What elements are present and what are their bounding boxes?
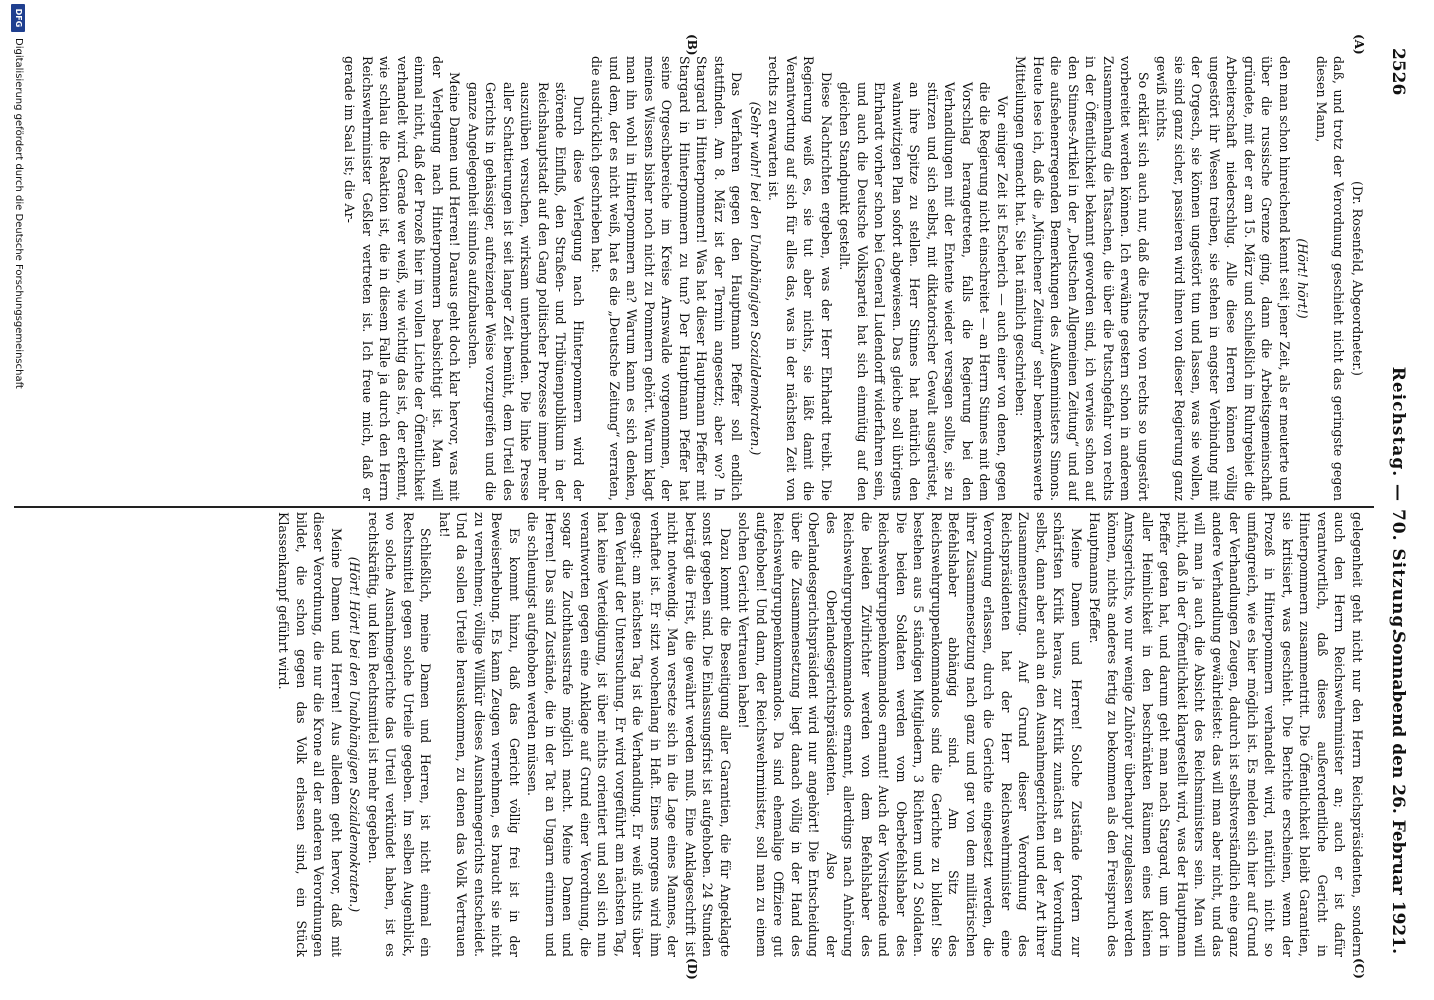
page-header: [1382, 48, 1412, 954]
left-column: [216, 56, 1366, 501]
margin-marker-d: (D): [685, 958, 699, 980]
interjection: (Sehr wahr! bei den Unabhängigen Sozialdemokraten.): [748, 101, 763, 456]
page-number: 2526: [1388, 48, 1408, 96]
interjection: (Hört! hört!): [1295, 238, 1311, 319]
paragraph: Meine Damen und Herren! Solche Zustände fordern zur schärfsten Kritik heraus, zur Kritik zunächst an der Verordnung selbst, dann aber auch an den Ausnahmegerichten und der Art ihrer Zusammensetzung. Auf Grund dieser Verordnung des Reichspräsidenten hat der Herr Reichswehrminister eine Verordnung erlassen, durch die Gerichte eingesetzt werden, die ihrer Zusammensetzung nach ganz und gar von dem militärischen Befehlshaber abhängig sind. Am Sitz des Reichswehrgruppenkommandos sind die Gerichte zu bilden! Sie bestehen aus 5 ständigen Mitgliedern, 3 Richtern und 2 Soldaten. Die beiden Soldaten werden vom Oberbefehlshaber des Reichswehrgruppenkommandos ernannt! Auch der Vorsitzende und die beiden Zivilrichter werden von dem Befehlshaber des Reichswehrgruppenkommandos ernannt, allerdings nach Anhörung des Oberlandesgerichtspräsidenten. Also der Oberlandesgerichtspräsident wird nur angehört! Die Entscheidung über die Zusammensetzung liegt danach völlig in der Hand des Reichswehrgruppenkommandos. Da sind ehemalige Offiziere gut aufgehoben! Und dann, der Reichswehrminister, soll man zu einem solchen Gericht Vertrauen haben!: [736, 512, 1084, 957]
digitization-footer: [4, 0, 30, 1000]
column-divider: [14, 506, 1374, 508]
paragraph: den man schon hinreichend kennt seit jener Zeit, als er meuterte und über die russische Grenze ging, dann die Arbeitsgemeinschaft gründete, mit der er am 15. März und schließlich im Ruhrgebiet die Arbeiterschaft niederschlug. Alle diese Herren können völlig ungestört ihr Wesen treiben, sie stehen in engster Verbindung mit der Orgesch, sie können ungestört tun und lassen, was sie wollen, sie sind ganz sicher, passieren wird ihnen von dieser Regierung ganz gewiß nichts.: [1154, 56, 1292, 501]
margin-marker-a: (A): [1352, 34, 1366, 55]
header-date: Sonnabend den 26. Februar 1921.: [1388, 631, 1408, 954]
speaker-line: (Dr. Rosenfeld, Abgeordneter.): [1350, 181, 1365, 376]
margin-marker-b: (B): [685, 34, 699, 56]
paragraph: Es kommt hinzu, daß das Gericht völlig frei ist in der Beweiserhebung. Es kann Zeugen vernehmen, es braucht sie nicht zu vernehmen; völlige Willkür dieses Ausnahmegerichts entscheidet. Und da sollen Urteile herauskommen, zu denen das Volk Vertrauen hat!: [437, 512, 522, 957]
footer-credit: Digitalisierung gefördert durch die Deutsche Forschungsgemeinschaft: [13, 38, 24, 389]
paragraph: So erklärt sich auch nur, daß die Putsche von rechts so ungestört vorbereitet werden können. Ich erwähne gestern schon in anderem Zusammenhang die Tatsachen, die über die Putschgefahr von rechts in der Öffentlichkeit bekannt geworden sind, ich verwies schon auf den Stinnes-Artikel in der „Deutschen Allgemeinen Zeitung“ und auf die aufsehenerregenden Bemerkungen des Außenministers Simons. Heute lese ich, daß die „Münchener Zeitung“ sehr bemerkenswerte Mitteilungen gemacht hat. Sie hat nämlich geschrieben:: [1013, 56, 1151, 501]
header-title: Reichstag. — 70. Sitzung.: [1388, 366, 1408, 636]
quoted-passage: Durch diese Verlegung nach Hinterpommern wird der störende Einfluß, den Straßen- und Tribünenpublikum in der Reichshauptstadt auf den Gang politischer Prozesse immer mehr auszuüben versuchen, wirksam unterbunden. Die linke Presse aller Schattierungen ist seit langer Zeit bemüht, dem Urteil des Gerichts in gehässiger, aufreizender Weise vorzugreifen und die ganze Angelegenheit sinnlos aufzubauschen.: [466, 82, 586, 501]
interjection: (Hört! Hört! bei den Unabhängigen Sozialdemokraten.): [347, 556, 363, 913]
paragraph: Schließlich, meine Damen und Herren, ist nicht einmal ein Rechtsmittel gegen solche Urteile gegeben. Im selben Augenblick, wo solche Ausnahmegerichte das Urteil verkündet haben, ist es rechtskräftig, und kein Rechtsmittel ist mehr gegeben.: [366, 512, 434, 957]
margin-marker-c: (C): [1352, 958, 1366, 979]
paragraph: Diese Nachrichten ergeben, was der Herr Ehrhardt treibt. Die Regierung weiß es, sie tut aber nichts, sie läßt damit die Verantwortung auf sich für alles das, was in der nächsten Zeit von rechts zu erwarten ist.: [766, 56, 834, 501]
paragraph: Das Verfahren gegen den Hauptmann Pfeffer soll endlich stattfinden. Am 8. März ist der Termin angesetzt; aber wo? In Stargard in Hinterpommern! Was hat dieser Hauptmann Pfeffer mit Stargard in Hinterpommern zu tun? Der Hauptmann Pfeffer hat seine Orgeschbereiche im Kreise Arnswalde vorgenommen, der meines Wissens bisher noch nicht zu Pommern gehört. Warum klagt man ihn wohl in Hinterpommern an? Warum kann es sich denken, und dem, der es nicht weiß, hat es die „Deutsche Zeitung“ verraten, die ausdrücklich geschrieben hat:: [589, 56, 745, 501]
paragraph: daß, und trotz der Verordnung geschieht nicht das geringste gegen diesen Mann,: [1314, 56, 1347, 501]
dfg-logo-icon: DFG: [11, 4, 25, 32]
paragraph: Meine Damen und Herren! Aus alledem geht hervor, daß mit dieser Verordnung, die nur die Krone all der anderen Verordnungen bildet, die schon gegen das Volk erlassen sind, ein Stück Klassenkampf geführt wird.: [276, 512, 344, 957]
paragraph: Dazu kommt die Beseitigung aller Garantien, die für Angeklagte sonst gegeben sind. Die Einlassungsfrist ist aufgehoben. 24 Stunden beträgt die Frist, die gewährt werden muß. Eine Anklageschrift ist nicht notwendig. Man versetze sich in die Lage eines Mannes, der verhaftet ist. Er sitzt wochenlang in Haft. Eines morgens wird ihm gesagt: am nächsten Tag ist die Verhandlung. Er weiß nichts über den Verlauf der Untersuchung. Er wird vorgeführt am nächsten Tag, hat keine Verteidigung, ist über nichts orientiert und soll sich nun verantworten gegen eine Anklage auf Grund einer Verordnung, die sogar die Zuchthausstrafe möglich macht. Meine Damen und Herren! Das sind Zustände, die in der Tat an Ungarn erinnern und die schleunigst aufgehoben werden müssen.: [525, 512, 733, 957]
paragraph: gelegenheit geht nicht nur den Herrn Reichspräsidenten, sondern auch den Herrn Reichswehrminister an; auch er ist dafür verantwortlich, daß dieses außerordentliche Gericht in Hinterpommern zusammentritt. Die Öffentlichkeit bleibt Garantien, sie kritisiert, was geschieht. Die Berichte erscheinen, wenn der Prozeß in Hinterpommern verhandelt wird, natürlich nicht so umfangreich, wie es hier möglich ist. Es melden sich hier auf Grund der Verhandlungen Zeugen, dadurch ist selbstverständlich eine ganz andere Verhandlung gewährleistet: das will man aber nicht, und das will man ja auch die Absicht des Reichsministers sein. Man will nicht, daß in der Öffentlichkeit klargestellt wird, was der Hauptmann Pfeffer getan hat, und darum geht man nach Stargard, um dort in aller Heimlichkeit in den beschränkten Räumen eines kleinen Amtsgerichts, wo nur wenige Zuhörer überhaupt zugelassen werden können, nichts anderes fertig zu bekommen als den Freispruch des Hauptmanns Pfeffer.: [1087, 512, 1365, 957]
right-column: [216, 512, 1366, 957]
paragraph: Meine Damen und Herren! Daraus geht doch klar hervor, was mit der Verlegung nach Hinterpommern beabsichtigt ist. Man will einmal nicht, daß der Prozeß hier im vollen Lichte der Öffentlichkeit verhandelt wird. Gerade wer weiß, wie wichtig das ist, der erkennt, wie schlau die Reaktion ist, die in diesem Falle ja durch den Herrn Reichswehrminister Geßler vertreten ist. Ich freue mich, daß er gerade im Saal ist; die Ar-: [342, 56, 463, 501]
quoted-passage: Vor einiger Zeit ist Escherich — auch einer von denen, gegen die die Regierung nicht einschreitet — an Herrn Stinnes mit dem Vorschlag herangetreten, falls die Regierung bei den Verhandlungen mit der Entente wieder versagen sollte, sie zu stürzen und sich selbst, mit diktatorischer Gewalt ausgerüstet, an ihre Spitze zu stellen. Herr Stinnes hat natürlich den wahnwitzigen Plan sofort abgewiesen. Das gleiche soll übrigens Ehrhardt vorher schon bei General Ludendorff widerfahren sein, und auch die Deutsche Volkspartei hat sich einmütig auf den gleichen Standpunkt gestellt.: [837, 82, 1010, 501]
